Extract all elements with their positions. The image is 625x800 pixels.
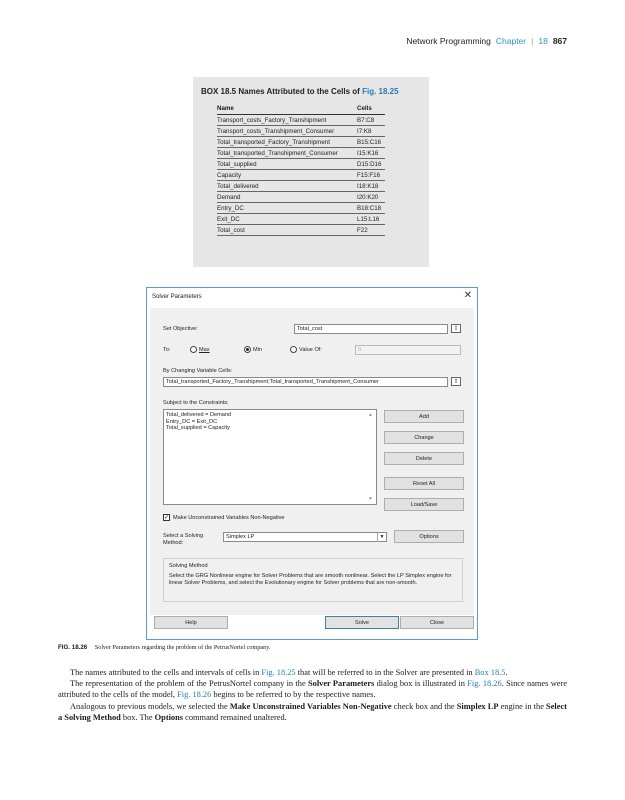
radio-max-label: Max xyxy=(199,346,210,353)
figure-caption-text: Solver Parameters regarding the problem of the PetrusNortel company. xyxy=(94,644,271,651)
figure-number: FIG. 18.26 xyxy=(58,644,88,651)
dialog-body xyxy=(150,308,474,615)
chevron-down-icon: ▼ xyxy=(377,533,386,542)
text-run: begins to be referred to by the respective names. xyxy=(211,690,376,700)
value-of-input[interactable]: 0 xyxy=(355,345,461,355)
dialog-title: Solver Parameters xyxy=(152,294,202,300)
running-header-chapter-number: 18 xyxy=(538,36,548,46)
collapse-ref-icon[interactable]: ⇧ xyxy=(451,377,461,386)
figure-link[interactable]: Fig. 18.26 xyxy=(177,690,212,700)
table-row xyxy=(217,203,385,214)
names-table xyxy=(217,103,385,236)
header-name: Name xyxy=(217,103,353,115)
nonnegative-label: Make Unconstrained Variables Non-Negative xyxy=(173,514,285,521)
page-number: 867 xyxy=(552,36,567,46)
box-title xyxy=(201,87,421,96)
cell-range: L15:L16 xyxy=(353,214,385,225)
table-row xyxy=(217,225,385,236)
options-button[interactable]: Options xyxy=(394,530,464,543)
change-button[interactable]: Change xyxy=(384,431,464,444)
add-button[interactable]: Add xyxy=(384,410,464,423)
text-run: dialog box is illustrated in xyxy=(374,679,468,689)
running-header xyxy=(406,36,567,46)
solving-method-value: Simplex LP xyxy=(226,534,255,540)
radio-circle-icon xyxy=(290,346,297,353)
checkmark-icon: ✓ xyxy=(164,515,170,521)
radio-value-of-label: Value Of: xyxy=(299,346,322,353)
cell-name: Total_delivered xyxy=(217,181,353,192)
bold-run: Make Unconstrained Variables Non-Negative xyxy=(229,701,392,711)
constraints-label: Subject to the Constraints: xyxy=(163,400,229,406)
cell-name: Transport_costs_Transhipment_Consumer xyxy=(217,126,353,137)
running-header-separator: | xyxy=(531,36,534,46)
running-header-title: Network Programming xyxy=(406,36,491,46)
running-header-chapter: Chapter xyxy=(495,36,527,46)
text-run: check box and the xyxy=(391,701,457,711)
cell-name: Total_supplied xyxy=(217,159,353,170)
table-row xyxy=(217,115,385,126)
cell-name: Capacity xyxy=(217,170,353,181)
list-item[interactable]: Total_delivered = Demand xyxy=(166,412,232,418)
paragraph xyxy=(58,701,567,723)
solving-method-label-line2: Method: xyxy=(163,540,184,546)
reset-all-button[interactable]: Reset All xyxy=(384,477,464,490)
solver-parameters-dialog xyxy=(146,287,478,640)
text-run: The names attributed to the cells and intervals of cells in xyxy=(70,668,262,677)
radio-max[interactable] xyxy=(190,346,210,353)
close-icon[interactable]: ✕ xyxy=(463,290,472,301)
box-link[interactable]: Box 18.5 xyxy=(474,668,506,677)
bold-run: Solver Parameters xyxy=(307,679,375,689)
collapse-ref-icon[interactable]: ⇧ xyxy=(451,324,461,333)
text-run: box. The xyxy=(120,712,155,722)
load-save-button[interactable]: Load/Save xyxy=(384,498,464,511)
table-row xyxy=(217,170,385,181)
figure-link[interactable]: Fig. 18.25 xyxy=(261,668,296,677)
figure-link[interactable]: Fig. 18.26 xyxy=(467,679,502,689)
objective-input[interactable]: Total_cost xyxy=(294,324,448,334)
changing-cells-input[interactable]: Total_transported_Factory_Transhipment;Total_transported_Transhipment_Consumer xyxy=(163,377,448,387)
solving-method-description: Select the GRG Nonlinear engine for Solver Problems that are smooth nonlinear. Select the LP Simplex engine for linear Solver Problems, and select the Evolutionary engine for Solver problems that are non-smooth. xyxy=(169,573,452,586)
text-run: Analogous to previous models, we selected the xyxy=(70,701,230,711)
cell-name: Demand xyxy=(217,192,353,203)
delete-button[interactable]: Delete xyxy=(384,452,464,465)
scroll-up-icon[interactable]: ▲ xyxy=(368,412,373,418)
radio-selected-icon xyxy=(244,346,251,353)
cell-name: Exit_DC xyxy=(217,214,353,225)
text-run: . Since names were attributed to the cells of the model, xyxy=(58,679,567,700)
bold-run: Select a Solving Method xyxy=(58,701,567,722)
text-run: The representation of the problem of the PetrusNortel company in the xyxy=(70,679,308,689)
radio-value-of[interactable] xyxy=(290,346,322,353)
text-run: that will be referred to in the Solver are presented in xyxy=(295,668,475,677)
solving-method-label xyxy=(163,533,203,547)
header-cells: Cells xyxy=(353,103,385,115)
help-button[interactable]: Help xyxy=(154,616,228,629)
table-row xyxy=(217,137,385,148)
cell-range: I18:K18 xyxy=(353,181,385,192)
bold-run: Options xyxy=(154,712,184,722)
close-button[interactable]: Close xyxy=(400,616,474,629)
table-row xyxy=(217,181,385,192)
cell-range: B18:C18 xyxy=(353,203,385,214)
scroll-down-icon[interactable]: ▼ xyxy=(368,495,373,502)
to-label: To: xyxy=(163,347,171,353)
text-run: command remained unaltered. xyxy=(183,712,287,722)
paragraph xyxy=(58,678,567,700)
cell-name: Total_transported_Transhipment_Consumer xyxy=(217,148,353,159)
bold-run: Simplex LP xyxy=(456,701,499,711)
solving-method-group xyxy=(163,558,463,602)
box-title-text: BOX 18.5 Names Attributed to the Cells of xyxy=(201,87,360,96)
changing-cells-label: By Changing Variable Cells: xyxy=(163,368,233,374)
text-run: engine in the xyxy=(498,701,547,711)
nonnegative-checkbox[interactable] xyxy=(163,514,285,521)
cell-range: F22 xyxy=(353,225,385,236)
box-title-figure-link[interactable]: Fig. 18.25 xyxy=(362,87,399,96)
table-row xyxy=(217,159,385,170)
box-18-5 xyxy=(193,77,429,267)
constraints-list[interactable] xyxy=(163,409,377,505)
table-row xyxy=(217,148,385,159)
table-row xyxy=(217,214,385,225)
cell-range: B15:C16 xyxy=(353,137,385,148)
radio-circle-icon xyxy=(190,346,197,353)
list-item[interactable]: Total_supplied = Capacity xyxy=(166,425,230,431)
solving-method-title: Solving Method xyxy=(169,563,208,569)
solve-button[interactable]: Solve xyxy=(325,616,399,629)
body-text xyxy=(58,667,567,723)
solving-method-label-line1: Select a Solving xyxy=(163,533,204,539)
cell-range: F15:F16 xyxy=(353,170,385,181)
figure-caption xyxy=(58,644,271,651)
cell-name: Transport_costs_Factory_Transhipment xyxy=(217,115,353,126)
solving-method-select[interactable] xyxy=(223,532,387,542)
cell-range: I7:K8 xyxy=(353,126,385,137)
cell-name: Total_cost xyxy=(217,225,353,236)
set-objective-label: Set Objective: xyxy=(163,326,198,332)
cell-range: B7:C8 xyxy=(353,115,385,126)
radio-min-label: Min xyxy=(253,346,263,353)
paragraph xyxy=(58,667,567,678)
names-table-header xyxy=(217,103,385,115)
cell-name: Entry_DC xyxy=(217,203,353,214)
list-item[interactable]: Entry_DC = Exit_DC xyxy=(166,418,218,425)
text-run: . xyxy=(505,668,508,677)
radio-min[interactable] xyxy=(244,346,262,353)
cell-range: D15:D16 xyxy=(353,159,385,170)
cell-name: Total_transported_Factory_Transhipment xyxy=(217,137,353,148)
table-row xyxy=(217,126,385,137)
table-row xyxy=(217,192,385,203)
cell-range: I15:K16 xyxy=(353,148,385,159)
cell-range: I20:K20 xyxy=(353,192,385,203)
